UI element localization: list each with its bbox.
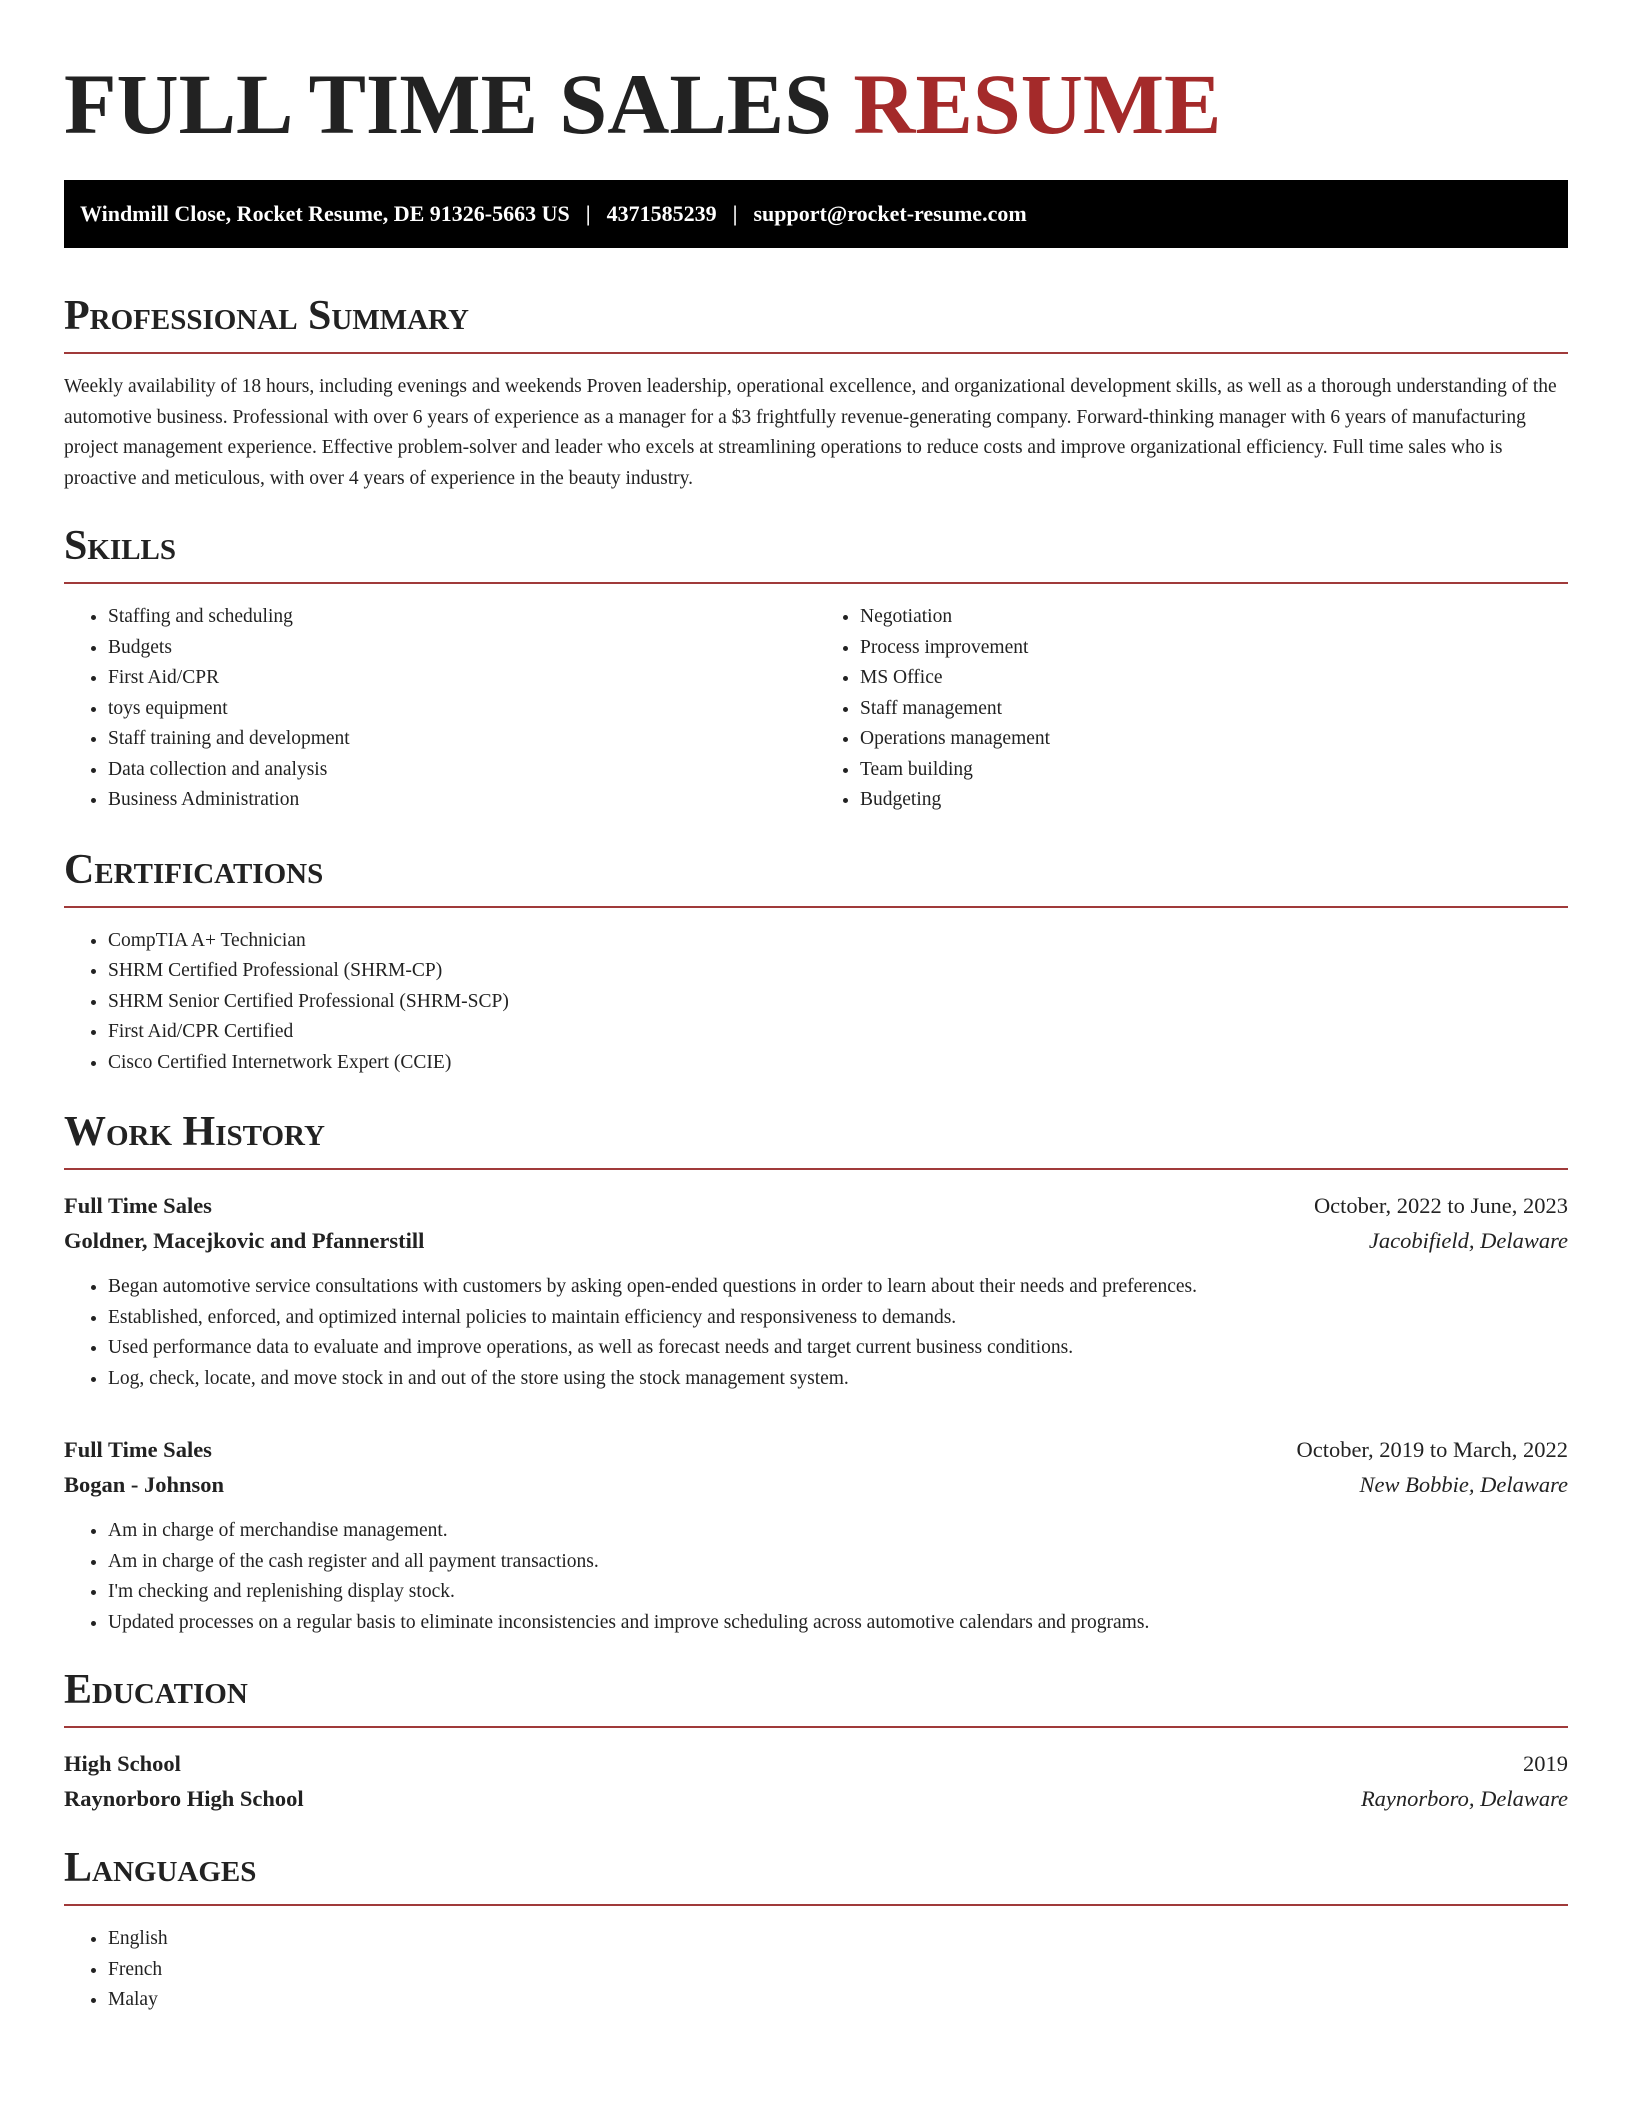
job-bullets [64,1272,1568,1394]
certification-item: • SHRM Senior Certified Professional (SHRM-SCP) [108,987,1568,1018]
job-company-row [64,1223,1568,1258]
education-school-row [64,1781,1568,1816]
skill-item: • Staff training and development [108,724,816,755]
job-location: New Bobbie, Delaware [1359,1472,1568,1497]
resume-title [64,56,1568,152]
job-bullet: • Updated processes on a regular basis to eliminate inconsistencies and improve scheduling across automotive calendars and programs. [108,1608,1568,1639]
education-section [64,1668,1568,1816]
job-dates: October, 2019 to March, 2022 [1296,1437,1568,1462]
skill-item: • Staffing and scheduling [108,602,816,633]
certification-item: • SHRM Certified Professional (SHRM-CP) [108,956,1568,987]
section-heading: Work History [64,1110,1568,1170]
skill-item: • Business Administration [108,785,816,816]
skill-item: • Negotiation [860,602,1568,633]
education-school: Raynorboro High School [64,1786,304,1811]
contact-phone: 4371585239 [606,201,717,226]
job-bullet: • Began automotive service consultations with customers by asking open-ended questions in order to learn about their needs and preferences. [108,1272,1568,1303]
skill-item: • MS Office [860,663,1568,694]
job-title: Full Time Sales [64,1193,212,1218]
skill-item: • Operations management [860,724,1568,755]
languages-section [64,1846,1568,2016]
summary-text: Weekly availability of 18 hours, including evenings and weekends Proven leadership, operational excellence, and organizational development skills, as well as a thorough understanding of the automotive business. Professional with over 6 years of experience as a manager for a $3 frightfully revenue-generating company. Forward-thinking manager with 6 years of manufacturing project management experience. Effective problem-solver and leader who excels at streamlining operations to reduce costs and improve organizational efficiency. Full time sales who is proactive and meticulous, with over 4 years of experience in the beauty industry. [64,376,1557,489]
contact-separator: | [585,201,591,226]
language-item: • Malay [108,1985,1568,2016]
skill-item: • Data collection and analysis [108,755,816,786]
job-company-row [64,1467,1568,1502]
job-entry [64,1188,1568,1394]
job-header-row [64,1432,1568,1467]
title-accent: RESUME [853,56,1222,152]
title-main: FULL TIME SALES [64,56,832,152]
certifications-section [64,848,1568,1079]
certifications-list [64,926,1568,1079]
education-header-row [64,1746,1568,1781]
job-bullet: • Am in charge of merchandise management. [108,1516,1568,1547]
languages-list [64,1924,1568,2016]
skill-item: • Team building [860,755,1568,786]
summary-section [64,294,1568,494]
skills-list-left [64,602,816,816]
skills-grid [64,584,1568,816]
job-bullet: • I'm checking and replenishing display stock. [108,1577,1568,1608]
section-heading: Professional Summary [64,294,1568,354]
job-location: Jacobifield, Delaware [1368,1228,1568,1253]
skills-section [64,524,1568,816]
job-company: Goldner, Macejkovic and Pfannerstill [64,1228,425,1253]
education-location: Raynorboro, Delaware [1360,1786,1568,1811]
education-year: 2019 [1523,1751,1568,1776]
certification-item: • First Aid/CPR Certified [108,1017,1568,1048]
contact-bar [64,180,1568,248]
section-heading: Skills [64,524,1568,584]
work-history-section [64,1110,1568,1638]
job-bullet: • Am in charge of the cash register and all payment transactions. [108,1547,1568,1578]
section-heading: Certifications [64,848,1568,908]
job-header-row [64,1188,1568,1223]
contact-separator: | [732,201,738,226]
job-dates: October, 2022 to June, 2023 [1313,1193,1568,1218]
education-entry [64,1746,1568,1816]
contact-address: Windmill Close, Rocket Resume, DE 91326-5663 US [80,201,570,226]
section-heading: Languages [64,1846,1568,1906]
contact-email: support@rocket-resume.com [753,201,1027,226]
skill-item: • toys equipment [108,694,816,725]
section-heading: Education [64,1668,1568,1728]
skill-item: • Budgeting [860,785,1568,816]
job-bullet: • Established, enforced, and optimized internal policies to maintain efficiency and responsiveness to demands. [108,1303,1568,1334]
job-company: Bogan - Johnson [64,1472,225,1497]
skill-item: • Budgets [108,633,816,664]
skills-list-right [816,602,1568,816]
certification-item: • Cisco Certified Internetwork Expert (CCIE) [108,1048,1568,1079]
job-title: Full Time Sales [64,1437,212,1462]
job-bullet: • Log, check, locate, and move stock in and out of the store using the stock management system. [108,1364,1568,1395]
job-bullets [64,1516,1568,1638]
certification-item: • CompTIA A+ Technician [108,926,1568,957]
language-item: • English [108,1924,1568,1955]
job-bullet: • Used performance data to evaluate and improve operations, as well as forecast needs and target current business conditions. [108,1333,1568,1364]
education-degree: High School [64,1751,181,1776]
skill-item: • Staff management [860,694,1568,725]
job-entry [64,1432,1568,1638]
language-item: • French [108,1955,1568,1986]
skill-item: • First Aid/CPR [108,663,816,694]
skill-item: • Process improvement [860,633,1568,664]
